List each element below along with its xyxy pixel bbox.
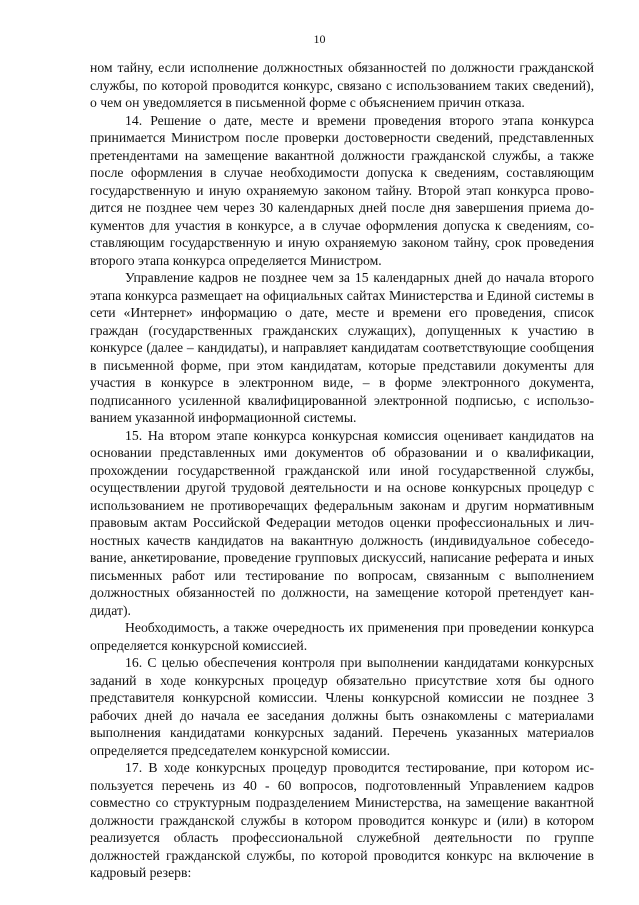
paragraph-hr-notice: Управление кадров не позднее чем за 15 календарных дней до начала второго этапа конкурса размещает на официальных сайтах Министерства и Единой системы в сети «Интернет» информацию о дате, месте и времени его проведения, список граждан (государственных гражданских служащих), допущенных к участию в конкурсе (далее – кандидаты), и направляет кандидатам соответствующие сообщения в письменной форме, при этом кандидатам, которые представили документы для участия в конкурсе в электронном виде, – в форме электронного документа, подписанного усиленной квалифицированной электронной подписью, с использованием указанной информационной системы. <box>90 270 594 425</box>
paragraph-item-15: 15. На втором этапе конкурса конкурсная комиссия оценивает кандидатов на основании представленных ими документов об образовании и о квалификации, прохождении государственной гражданской или иной государственной службы, осуществлении другой трудовой деятельности и на основе конкурсных процедур с использованием не противоречащих федеральным законам и другим нормативным правовым актам Российской Федерации методов оценки профессиональных и личностных качеств кандидатов на вакантную должность (индивидуальное собеседование, анкетирование, проведение групповых дискуссий, написание реферата и иных письменных работ или тестирование по вопросам, связанным с выполнением должностных обязанностей по должности, на замещение которой претендует кандидат). <box>90 427 594 618</box>
paragraph-item-14: 14. Решение о дате, месте и времени проведения второго этапа конкурса принимается Министром после проверки достоверности сведений, представленных претендентами на замещение вакантной должности гражданской службы, а также после оформления в случае необходимости допуска к сведениям, составляющим государственную и иную охраняемую законом тайну. Второй этап конкурса проводится не позднее чем через 30 календарных дней после дня завершения приема документов для участия в конкурсе, а в случае оформления допуска к сведениям, составляющим государственную и иную охраняемую законом тайну, срок проведения второго этапа конкурса определяется Министром. <box>90 112 594 268</box>
document-body <box>90 59 594 882</box>
paragraph-item-16: 16. С целью обеспечения контроля при выполнении кандидатами конкурсных заданий в ходе конкурсных процедур обязательно присутствие хотя бы одного представителя конкурсной комиссии. Члены конкурсной комиссии не позднее 3 рабочих дней до начала ее заседания должны быть ознакомлены с материалами выполнения кандидатами конкурсных заданий. Перечень указанных материалов определяется председателем конкурсной комиссии. <box>90 655 594 758</box>
paragraph-item-17: 17. В ходе конкурсных процедур проводится тестирование, при котором используется перечень из 40 - 60 вопросов, подготовленный Управлением кадров совместно со структурным подразделением Министерства, на замещение вакантной должности гражданской службы в котором проводится конкурс и (или) в котором реализуется область профессиональной служебной деятельности по группе должностей гражданской службы, по которой проводится конкурс на включение в кадровый резерв: <box>90 760 594 880</box>
page-number: 10 <box>313 32 326 46</box>
paragraph-necessity: Необходимость, а также очередность их применения при проведении конкурса определяется конкурсной комиссией. <box>90 620 594 653</box>
paragraph-continuation: ном тайну, если исполнение должностных обязанностей по должности гражданской службы, по которой проводится конкурс, связано с использованием таких сведений), о чем он уведомляется в письменной форме с объяснением причин отказа. <box>90 60 594 110</box>
